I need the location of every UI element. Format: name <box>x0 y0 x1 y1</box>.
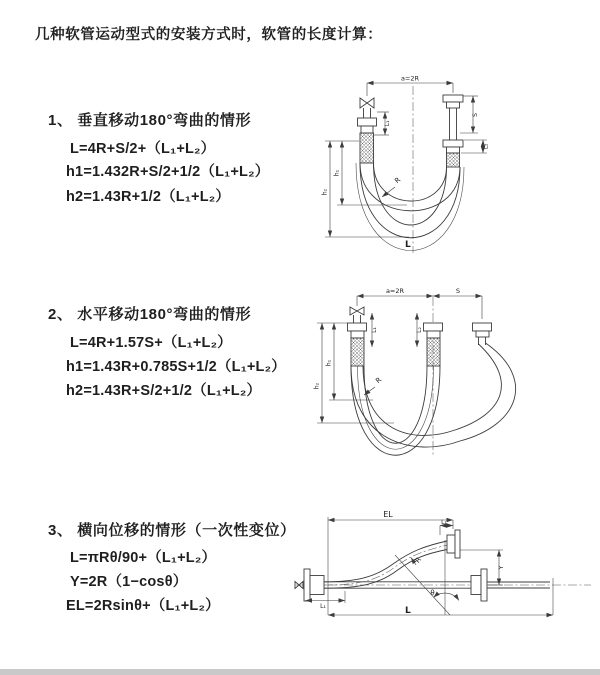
dim-label-s: S <box>455 287 461 295</box>
formula: h2=1.43R+1/2（L₁+L₂） <box>66 189 231 205</box>
valve-icon <box>360 98 374 108</box>
dim-label-theta: θ <box>430 589 435 597</box>
dim-label-r: R <box>413 555 424 565</box>
diagram-horizontal-180-bend <box>308 283 595 463</box>
dim-label-r: R <box>374 375 384 386</box>
dim-label-a2r: a=2R <box>400 74 420 83</box>
braided-hose <box>427 338 440 366</box>
section-1-heading: 1、 垂直移动180°弯曲的情形 <box>48 112 252 129</box>
diagram-lateral-displacement <box>293 503 595 638</box>
dim-label-y: Y <box>497 565 505 570</box>
dim-label-h2: h₂ <box>313 382 321 390</box>
formula: EL=2Rsinθ+（L₁+L₂） <box>66 598 220 614</box>
dim-label-h1: h₁ <box>325 359 333 367</box>
valve-icon <box>350 307 364 315</box>
formula: L=4R+1.57S+（L₁+L₂） <box>70 335 232 351</box>
formula: Y=2R（1−cosθ） <box>70 574 188 590</box>
hose-u-bend <box>356 163 464 251</box>
flange <box>358 118 377 126</box>
page-bottom-edge <box>0 669 600 675</box>
dim-label-l: L <box>405 240 411 250</box>
dim-label-l2: L₂ <box>482 143 490 150</box>
braided-hose <box>360 133 374 163</box>
flange <box>443 95 463 102</box>
dim-label-l2: L₂ <box>416 327 423 333</box>
braided-hose <box>351 338 364 366</box>
dim-label-h2: h₂ <box>321 188 329 196</box>
formula: L=πRθ/90+（L₁+L₂） <box>70 550 217 566</box>
hose-displaced-position <box>324 541 447 588</box>
dim-label-l1-top: L₁ <box>441 519 447 526</box>
formula: L=4R+S/2+（L₁+L₂） <box>70 141 216 157</box>
flange <box>304 569 310 601</box>
flange <box>447 535 455 553</box>
dim-label-l1: L₁ <box>384 120 391 127</box>
section-2-heading: 2、 水平移动180°弯曲的情形 <box>48 306 252 323</box>
dim-label-el: EL <box>383 510 393 519</box>
section-3-heading: 3、 横向位移的情形（一次性变位） <box>48 522 296 539</box>
dim-label-s: S <box>472 113 479 117</box>
formula: h2=1.43R+S/2+1/2（L₁+L₂） <box>66 383 262 399</box>
dim-label-h1: h₁ <box>333 169 341 177</box>
flange <box>471 576 481 595</box>
dim-label-l1: L₁ <box>371 327 378 333</box>
flange <box>473 323 492 331</box>
flange <box>424 323 443 331</box>
diagram-vertical-180-bend <box>310 70 595 255</box>
dim-label-a2r: a=2R <box>385 287 405 295</box>
page-title: 几种软管运动型式的安装方式时，软管的长度计算： <box>35 27 383 43</box>
braided-hose <box>447 153 460 167</box>
dim-label-l1-left: L₁ <box>320 603 326 610</box>
flange <box>348 323 367 331</box>
dim-label-l: L <box>405 606 411 616</box>
formula: h1=1.43R+0.785S+1/2（L₁+L₂） <box>66 359 286 375</box>
formula: h1=1.432R+S/2+1/2（L₁+L₂） <box>66 164 270 180</box>
dim-label-r: R <box>393 175 403 186</box>
